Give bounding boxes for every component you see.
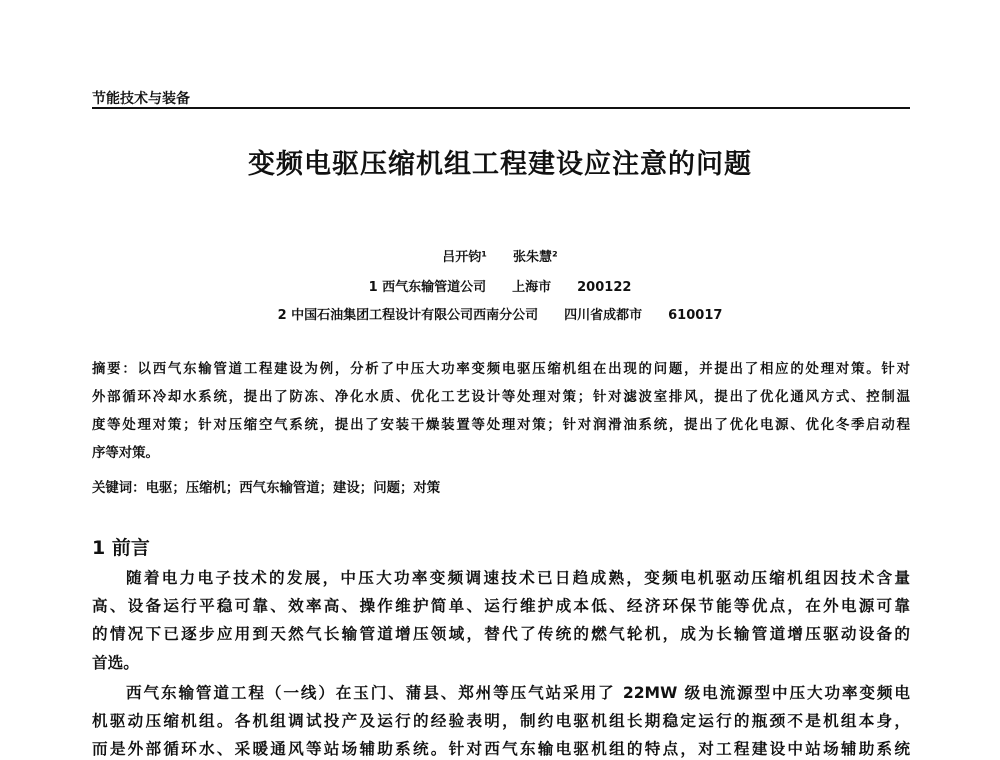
abstract-line xyxy=(92,358,910,377)
keywords xyxy=(92,477,910,496)
abstract-label: 摘要： xyxy=(92,362,138,377)
paragraph-line: 机驱动压缩机组。各机组调试投产及运行的经验表明，制约电驱机组长期稳定运行的瓶颈不是机组本身， xyxy=(92,712,910,730)
paragraph-line: 高、设备运行平稳可靠、效率高、操作维护简单、运行维护成本低、经济环保节能等优点，在外电源可靠 xyxy=(92,597,910,615)
paper-title: 变频电驱压缩机组工程建设应注意的问题 xyxy=(248,149,752,180)
authors: 吕开钧¹ 张朱慧² xyxy=(442,250,558,265)
paragraph-line: 西气东输管道工程（一线）在玉门、蒲县、郑州等压气站采用了 22MW 级电流源型中压大功率变频电 xyxy=(126,684,910,702)
affiliation-1: 1 西气东输管道公司 上海市 200122 xyxy=(368,280,632,295)
running-head: 节能技术与装备 xyxy=(92,91,190,107)
abstract-text: 以西气东输管道工程建设为例，分析了中压大功率变频电驱压缩机组在出现的问题，并提出了相应的处理对策。针对 xyxy=(137,362,910,377)
paragraph-line: 的情况下已逐步应用到天然气长输管道增压领域，替代了传统的燃气轮机，成为长输管道增压驱动设备的 xyxy=(92,625,910,643)
keywords-text: 电驱；压缩机；西气东输管道；建设；问题；对策 xyxy=(145,481,441,496)
paragraph-line: 首选。 xyxy=(92,654,139,672)
paragraph-line: 随着电力电子技术的发展，中压大功率变频调速技术已日趋成熟，变频电机驱动压缩机组因技术含量 xyxy=(126,569,910,587)
header-rule xyxy=(92,107,910,109)
section-heading: 1 前言 xyxy=(92,537,150,559)
affiliation-2: 2 中国石油集团工程设计有限公司西南分公司 四川省成都市 610017 xyxy=(277,308,723,323)
paragraph-line: 而是外部循环水、采暖通风等站场辅助系统。针对西气东输电驱机组的特点，对工程建设中站场辅助系统 xyxy=(92,740,910,758)
abstract-line: 度等处理对策；针对压缩空气系统，提出了安装干燥装置等处理对策；针对润滑油系统，提出了优化电源、优化冬季启动程 xyxy=(92,418,910,433)
keywords-label: 关键词： xyxy=(92,481,146,496)
abstract-line: 外部循环冷却水系统，提出了防冻、净化水质、优化工艺设计等处理对策；针对滤波室排风，提出了优化通风方式、控制温 xyxy=(92,390,910,405)
abstract-line: 序等对策。 xyxy=(92,446,159,461)
